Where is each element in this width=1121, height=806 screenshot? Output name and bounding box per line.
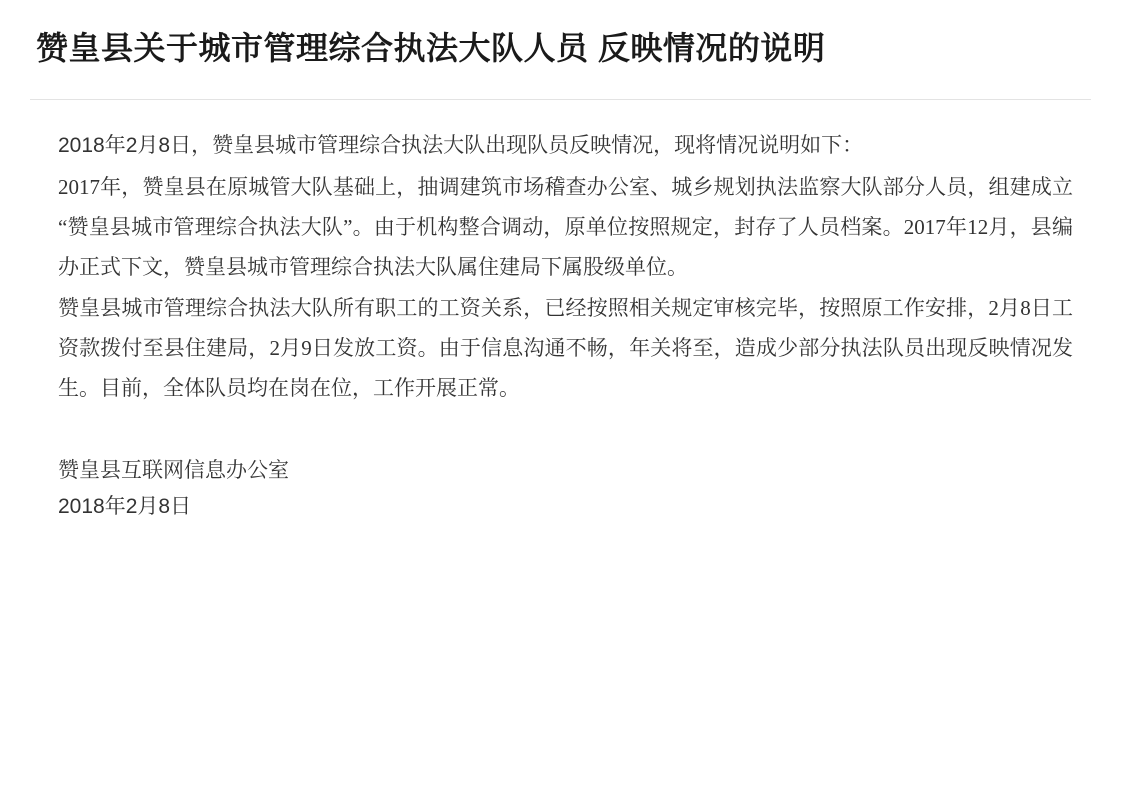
page-title: 赞皇县关于城市管理综合执法大队人员 反映情况的说明	[36, 30, 826, 66]
document-body	[0, 100, 1121, 408]
paragraph-1: 2018年2月8日，赞皇县城市管理综合执法大队出现队员反映情况，现将情况说明如下：	[58, 134, 864, 158]
title-block	[0, 0, 1121, 71]
signature-issuer: 赞皇县互联网信息办公室	[58, 458, 289, 482]
signature-block	[0, 409, 1121, 525]
paragraph-2: 2017年，赞皇县在原城管大队基础上，抽调建筑市场稽查办公室、城乡规划执法监察大队部分人员，组建成立“赞皇县城市管理综合执法大队”。由于机构整合调动，原单位按照规定，封存了人员档案。2017年12月，县编办正式下文，赞皇县城市管理综合执法大队属住建局下属股级单位。	[58, 174, 1073, 280]
signature-date: 2018年2月8日	[58, 494, 192, 518]
paragraph-3: 赞皇县城市管理综合执法大队所有职工的工资关系，已经按照相关规定审核完毕，按照原工作安排，2月8日工资款拨付至县住建局，2月9日发放工资。由于信息沟通不畅，年关将至，造成少部分执法队员出现反映情况发生。目前，全体队员均在岗在位，工作开展正常。	[58, 295, 1073, 401]
